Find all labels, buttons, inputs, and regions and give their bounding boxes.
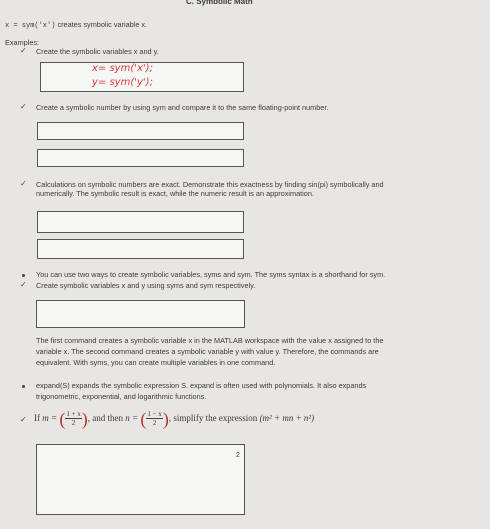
bullet-2-line-2: trigonometric, exponential, and logarithmic functions. (36, 392, 207, 401)
item-1-text: Create the symbolic variables x and y. (36, 47, 159, 56)
examples-label: Examples: (5, 38, 40, 47)
item-5-target-expression: (m² + mn + n²) (259, 413, 315, 423)
item-2-text: Create a symbolic number by using sym and compare it to the same floating-point number. (36, 103, 329, 112)
checkmark-icon: ✓ (20, 46, 27, 55)
item-5-n-label: n = (125, 413, 139, 423)
answer-box-4[interactable] (36, 300, 245, 328)
checkmark-icon: ✓ (20, 280, 27, 289)
answer-box-5[interactable] (36, 444, 245, 515)
bullet-2-line-1: expand(S) expands the symbolic expression S. expand is often used with polynomials. It also expands (36, 381, 367, 390)
bullet-icon (22, 274, 25, 277)
section-title: C. Symbolic Math (186, 0, 253, 6)
fraction-m: $\frac{1 + x}{2}$ (66, 410, 81, 428)
handwriting-line-1: x= sym('x'); (92, 63, 153, 74)
item-5-expression: If m = ( $\frac{1 + x}{2}$ ), and then n = ( $\frac{1 - x}{2}$ ), simplify the expression (m² + mn + n²) (34, 408, 315, 429)
answer-box-3a[interactable] (37, 211, 244, 233)
bullet-1-text: You can use two ways to create symbolic variables, syms and sym. The syms syntax is a shorthand for sym. (36, 270, 386, 279)
box-number: 2 (236, 452, 240, 459)
intro-code: x = sym('x') (5, 22, 56, 30)
item-4-text: Create symbolic variables x and y using syms and sym respectively. (36, 281, 256, 290)
fraction-n: $\frac{1 - x}{2}$ (147, 410, 162, 428)
checkmark-icon: ✓ (20, 102, 27, 111)
item-5-then: , and then (87, 413, 124, 423)
answer-box-3b[interactable] (37, 239, 244, 259)
answer-box-2a[interactable] (37, 122, 244, 140)
handwriting-line-2: y= sym('y'); (92, 77, 153, 88)
item-5-m-label: m = (42, 413, 58, 423)
checkmark-icon: ✓ (20, 415, 27, 424)
bullet-icon (22, 385, 25, 388)
item-3-text-line-2: numerically. The symbolic result is exact, while the numeric result is an approximation. (36, 189, 314, 198)
intro-text: creates symbolic variable x. (57, 20, 148, 29)
paragraph-line-3: equivalent. With syms, you can create multiple variables in one command. (36, 358, 276, 367)
item-3-text-line-1: Calculations on symbolic numbers are exact. Demonstrate this exactness by finding sin(pi) symbolically and (36, 180, 384, 189)
intro-line (5, 20, 147, 31)
answer-box-2b[interactable] (37, 149, 244, 167)
item-5-if: If (34, 413, 40, 423)
paragraph-line-2: variable x. The second command creates a symbolic variable y with value y. Therefore, the commands are (36, 347, 379, 356)
paragraph-line-1: The first command creates a symbolic variable x in the MATLAB workspace with the value x assigned to the (36, 336, 384, 345)
checkmark-icon: ✓ (20, 179, 27, 188)
item-5-simplify: , simplify the expression (168, 413, 258, 423)
